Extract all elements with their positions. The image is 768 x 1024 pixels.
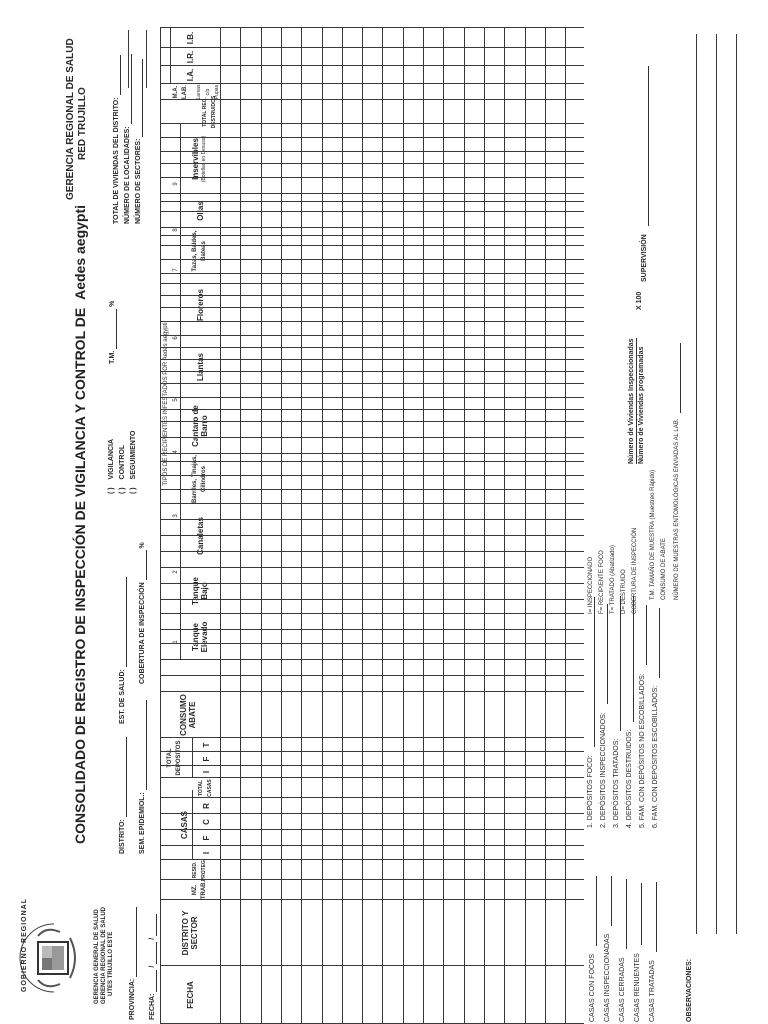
grid-column-line xyxy=(160,859,584,860)
grid-header-subline xyxy=(192,790,193,860)
provincia-field[interactable] xyxy=(128,907,137,1020)
right-blank-line-1 xyxy=(128,30,129,88)
header-tanque-bajo: Tanque Bajo xyxy=(191,577,209,605)
header-depositos-t: T xyxy=(201,742,211,748)
grid-column-line xyxy=(160,201,584,202)
tipo-number-9: 9 xyxy=(172,182,179,186)
header-ia: I.A. xyxy=(185,68,195,82)
grid-column-line xyxy=(160,845,584,846)
casas-inspeccionadas-line xyxy=(603,876,612,926)
casas-inspeccionadas-label: CASAS INSPECCIONADAS xyxy=(604,933,611,1022)
legend-inspeccionado: I= INSPECCIONADO xyxy=(588,556,594,614)
header-cantaro-barro: Cantaro de Barro xyxy=(191,405,209,447)
grid-column-line xyxy=(160,643,584,644)
header-tanque-elevado: Tanque Elevado xyxy=(191,621,209,653)
institution-title: GERENCIA REGIONAL DE SALUD xyxy=(65,38,76,200)
tm-percent: % xyxy=(109,300,116,307)
grid-row-line xyxy=(261,28,262,1024)
grid-column-line xyxy=(160,737,584,738)
option-seguimiento[interactable] xyxy=(130,431,138,494)
grid-row-line xyxy=(565,28,566,1024)
grid-column-line xyxy=(160,273,584,274)
grid-header-subline xyxy=(192,738,193,778)
grid-row-line xyxy=(403,28,404,1024)
casas-con-focos-line xyxy=(588,876,597,946)
grid-column-line xyxy=(160,193,584,194)
vigilancia-label: VIGILANCIA xyxy=(108,438,115,480)
grid-column-line xyxy=(160,383,584,384)
casas-cerradas-label: CASAS CERRADAS xyxy=(619,957,626,1022)
grid-column-line xyxy=(160,751,584,752)
grid-column-line xyxy=(160,27,584,28)
est-salud-line xyxy=(118,577,127,667)
depositos-foco-line xyxy=(586,597,595,747)
grid-column-line xyxy=(160,99,584,100)
depositos-inspeccionados-line xyxy=(599,604,608,704)
summary-left xyxy=(588,876,663,1022)
grid-column-line xyxy=(160,813,584,814)
fecha-day-line xyxy=(148,970,157,992)
legend-recipiente-foco: F= RECIPIENTE FOCO xyxy=(599,550,605,614)
summary-fam-escobillados[interactable] xyxy=(651,596,664,828)
form-title-text: CONSOLIDADO DE REGISTRO DE INSPECCIÓN DE VIGILANCIA Y CONTROL DE xyxy=(72,307,88,844)
sem-epidemiol-field[interactable] xyxy=(138,700,147,854)
numero-localidades-label: NÚMERO DE LOCALIDADES: xyxy=(124,126,131,224)
grid-row-line xyxy=(525,28,526,1024)
grid-column-line xyxy=(160,659,584,660)
grid-column-line xyxy=(160,65,584,66)
casas-renuentes-line xyxy=(633,883,642,945)
grid-column-line xyxy=(160,675,584,676)
header-inservibles-label: Inservibles xyxy=(191,138,200,180)
depositos-inspeccionados-label: 2. DEPÓSITOS INSPECCIONADOS: xyxy=(600,712,607,828)
depositos-foco-label: 1. DEPÓSITOS FOCO: xyxy=(587,755,594,828)
total-viviendas-label: TOTAL DE VIVIENDAS DEL DISTRITO: xyxy=(113,97,120,224)
grid-column-line xyxy=(160,475,584,476)
grid-column-line xyxy=(160,321,584,322)
grid-column-line xyxy=(160,235,584,236)
grid-column-line xyxy=(160,163,584,164)
grid-column-line xyxy=(160,629,584,630)
regional-government-logo xyxy=(8,897,92,1006)
summary-casas-cerradas[interactable] xyxy=(618,876,633,1022)
casas-renuentes-label: CASAS RENUENTES xyxy=(634,953,641,1022)
depositos-tratados-label: 3. DEPÓSITOS TRATADOS: xyxy=(613,738,620,828)
header-mz-trab: MZ. TRAB. xyxy=(192,880,207,900)
right-blank-line-2 xyxy=(146,30,147,88)
summary-depositos-tratados[interactable] xyxy=(612,596,625,828)
grid-column-line xyxy=(160,691,584,692)
grid-column-line xyxy=(160,397,584,398)
tm-field[interactable] xyxy=(108,301,117,364)
tm-label: T.M. xyxy=(109,350,116,364)
header-llantas: Llantas xyxy=(195,353,205,382)
tm-line xyxy=(108,309,117,349)
depositos-destruidos-label: 4. DEPÓSITOS DESTRUIDOS: xyxy=(626,729,633,828)
sem-epidemiol-line xyxy=(138,700,147,790)
header-barriles: Barriles, Tinajas, Cilindros xyxy=(192,455,207,503)
grid-column-line xyxy=(160,765,584,766)
formula-numerator: Número de Viviendas Inspeccionadas xyxy=(628,338,635,464)
fecha-separator-2: / xyxy=(149,937,156,940)
header-tazas-baldes: Tazas, Baldes, Bateas xyxy=(192,230,207,272)
grid-column-line xyxy=(160,123,584,124)
grid-column-line xyxy=(160,453,584,454)
depositos-destruidos-line xyxy=(625,596,634,722)
vigilancia-checkbox[interactable]: ( ) xyxy=(108,487,115,494)
grid-column-line xyxy=(160,371,584,372)
numero-sectores-label: NÚMERO DE SECTORES: xyxy=(135,138,142,224)
grid-column-line xyxy=(160,335,584,336)
formula-factor: X 100 xyxy=(636,291,643,310)
grid-column-line xyxy=(160,879,584,880)
casas-tratadas-label: CASAS TRATADAS xyxy=(649,960,656,1022)
grid-header-subline xyxy=(180,124,181,660)
grid-row-line xyxy=(504,28,505,1024)
tipo-number-8: 8 xyxy=(172,228,179,232)
grid-row-line xyxy=(382,28,383,1024)
grid-column-line xyxy=(160,965,584,966)
grid-column-line xyxy=(160,295,584,296)
grid-column-line xyxy=(160,829,584,830)
tipo-number-3: 3 xyxy=(172,514,179,518)
observaciones-line-2 xyxy=(716,34,717,934)
depositos-tratados-line xyxy=(612,596,621,731)
distrito-label: DISTRITO: xyxy=(119,819,126,854)
grid-column-line xyxy=(160,599,584,600)
provincia-label: PROVINCIA: xyxy=(129,978,136,1020)
grid-column-line xyxy=(160,797,584,798)
est-salud-label: EST. DE SALUD: xyxy=(119,669,126,724)
header-inservibles xyxy=(180,124,220,194)
header-casas-f: F xyxy=(201,835,211,841)
grid-column-line xyxy=(160,489,584,490)
grid-column-line xyxy=(160,503,584,504)
grid-column-line xyxy=(160,899,584,900)
grid-column-line xyxy=(160,461,584,462)
grid-column-line xyxy=(160,359,584,360)
supervision-label: SUPERVISIÓN xyxy=(641,234,648,282)
tipo-number-5: 5 xyxy=(172,398,179,402)
header-inservibles-note: (Botellas en Desuso) xyxy=(201,135,207,183)
seguimiento-checkbox[interactable]: ( ) xyxy=(130,487,137,494)
grid-row-line xyxy=(240,28,241,1024)
header-floreros: Floreros xyxy=(195,289,205,322)
summary-casas-renuentes[interactable] xyxy=(633,876,648,1022)
inspection-table xyxy=(160,0,584,1024)
grid-column-line xyxy=(160,283,584,284)
header-casas-r: R xyxy=(201,803,211,809)
supervision-field[interactable] xyxy=(640,66,649,282)
institution-subtitle: RED TRUJILLO xyxy=(77,87,88,160)
grid-column-line xyxy=(160,567,584,568)
legend-consumo-abate: CONSUMO DE ABATE xyxy=(661,538,667,600)
distrito-field[interactable] xyxy=(118,737,127,854)
header-consumo-abate: CONSUMO ABATE xyxy=(179,694,197,736)
header-ir: I.R. xyxy=(185,50,195,64)
grid-column-line xyxy=(160,151,584,152)
logo-caption-1: GERENCIA GENERAL DE SALUD xyxy=(94,909,100,1004)
seguimiento-label: SEGUIMIENTO xyxy=(130,430,137,480)
grid-row-line xyxy=(301,28,302,1024)
grid-column-line xyxy=(160,437,584,438)
grid-row-line xyxy=(464,28,465,1024)
header-total-depositos: TOTAL DEPOSITOS xyxy=(167,740,182,776)
grid-column-line xyxy=(160,519,584,520)
option-vigilancia[interactable] xyxy=(108,439,116,494)
grid-row-line xyxy=(545,28,546,1024)
tipo-number-6: 6 xyxy=(172,336,179,340)
observaciones-label: OBSERVACIONES: xyxy=(686,958,693,1022)
logo-caption-2: GERENCIA REGIONAL DE SALUD xyxy=(101,906,107,1004)
summary-depositos-destruidos[interactable] xyxy=(625,596,638,828)
grid-row-line xyxy=(220,28,221,1024)
fecha-label: FECHA: xyxy=(149,993,156,1020)
legend-destruido: D= DESTRUIDO xyxy=(621,569,627,614)
grid-header-subline xyxy=(170,28,171,84)
header-casas: CASAS xyxy=(179,811,189,840)
fam-no-escobillados-line xyxy=(638,605,647,665)
grid-column-line xyxy=(160,307,584,308)
cobertura-label: COBERTURA DE INSPECCIÓN xyxy=(139,582,146,684)
total-viviendas-field[interactable] xyxy=(112,56,121,225)
grid-column-line xyxy=(160,177,584,178)
fecha-year-line xyxy=(148,914,157,936)
grid-row-line xyxy=(423,28,424,1024)
summary-middle xyxy=(586,596,664,828)
header-fecha: FECHA xyxy=(185,981,195,1009)
legend xyxy=(588,528,643,614)
header-depositos-i: I xyxy=(201,770,211,774)
header-ib: I.B. xyxy=(185,31,195,45)
logo-arc-text: GOBIERNO REGIONAL xyxy=(21,897,28,992)
legend-muestras-field[interactable] xyxy=(672,343,681,600)
grid-row-line xyxy=(362,28,363,1024)
species-name: Aedes aegypti xyxy=(72,204,88,300)
grid-column-line xyxy=(160,347,584,348)
summary-fam-no-escobillados[interactable] xyxy=(638,596,651,828)
header-ollas: Ollas xyxy=(195,201,205,221)
grid-column-line xyxy=(160,535,584,536)
muestras-line xyxy=(672,343,681,413)
tipo-number-4: 4 xyxy=(172,450,179,454)
grid-column-line xyxy=(160,245,584,246)
tipo-number-1: 1 xyxy=(172,640,179,644)
form-title xyxy=(72,205,88,844)
summary-depositos-inspeccionados[interactable] xyxy=(599,596,612,828)
fam-escobillados-line xyxy=(651,608,660,678)
legend-tm: T.M. TAMAÑO DE MUESTRA (Muestreo Rápido) xyxy=(650,469,656,600)
cobertura-percent: % xyxy=(139,542,146,549)
header-total-rec-destruidos: TOTAL REC. DESTRUIDOS xyxy=(202,95,217,129)
grid-row-line xyxy=(484,28,485,1024)
header-casas-i: I xyxy=(201,851,211,855)
grid-column-line xyxy=(160,137,584,138)
grid-row-line xyxy=(443,28,444,1024)
grid-column-line xyxy=(160,421,584,422)
legend-tratado: T= TRATADO (Abatizado) xyxy=(610,545,616,614)
header-larvas-pupas: Larvas c/p Pupas xyxy=(195,84,220,100)
fecha-month-line xyxy=(148,942,157,964)
header-ma-lab: M.A. LAB. xyxy=(173,85,188,99)
grid-row-line xyxy=(281,28,282,1024)
summary-casas-con-focos[interactable] xyxy=(588,876,603,1022)
grid-top-line xyxy=(160,28,161,1024)
legend-muestras: NÚMERO DE MUESTRAS ENTOMOLÓGICAS ENVIADAS AL LAB. xyxy=(674,418,680,600)
legend-cobertura: COBERTURA DE INSPECCIÓN xyxy=(632,527,638,614)
fam-escobillados-label: 6. FAM. CON DEPÓSITOS ESCOBILLADOS: xyxy=(652,685,659,828)
option-control[interactable] xyxy=(119,445,127,494)
numero-sectores-field[interactable] xyxy=(134,59,143,224)
sem-epidemiol-label: SEM. EPIDEMIOL.: xyxy=(139,792,146,854)
header-casas-c: C xyxy=(201,819,211,825)
casas-tratadas-line xyxy=(648,882,657,952)
cobertura-line xyxy=(138,550,147,580)
grid-row-line xyxy=(342,28,343,1024)
grid-column-line xyxy=(160,83,584,84)
est-salud-field[interactable] xyxy=(118,577,127,724)
header-total-casas: TOTAL CASAS xyxy=(198,779,213,797)
grid-column-line xyxy=(160,583,584,584)
logo-caption-3: UTES TRUJILLO ESTE xyxy=(108,931,114,996)
observaciones-line-3 xyxy=(736,34,737,934)
control-checkbox[interactable]: ( ) xyxy=(119,487,126,494)
cobertura-formula xyxy=(628,338,645,464)
fecha-field[interactable] xyxy=(148,914,157,1020)
grid-column-line xyxy=(160,47,584,48)
header-resid-proteg: RESID. PROTEG. xyxy=(192,858,207,882)
tipo-number-2: 2 xyxy=(172,570,179,574)
numero-sectores-line xyxy=(134,59,143,137)
summary-depositos-foco[interactable] xyxy=(586,596,599,828)
control-label: CONTROL xyxy=(119,444,126,480)
total-viviendas-line xyxy=(112,56,121,96)
formula-denominator: Número de Viviendas programadas xyxy=(638,346,645,464)
grid-column-line xyxy=(160,613,584,614)
casas-cerradas-line xyxy=(618,879,627,949)
grid-column-line xyxy=(160,409,584,410)
grid-column-line xyxy=(160,227,584,228)
header-tipos-recipientes: TIPOS DE RECIPIENTES INFESTADOS POR Aedes aegypti xyxy=(162,322,169,486)
header-distrito-sector: DISTRITO Y SECTOR xyxy=(181,910,199,956)
header-canaletas: Canaletas xyxy=(195,517,205,555)
grid-column-line xyxy=(160,259,584,260)
observaciones-line-1 xyxy=(696,34,697,934)
summary-casas-inspeccionadas[interactable] xyxy=(603,876,618,1022)
distrito-line xyxy=(118,737,127,817)
grid-column-line xyxy=(160,777,584,778)
fam-no-escobillados-label: 5. FAM. CON DEPÓSITOS NO ESCOBILLADOS: xyxy=(639,673,646,828)
tipo-number-7: 7 xyxy=(172,268,179,272)
summary-casas-tratadas[interactable] xyxy=(648,876,663,1022)
provincia-line xyxy=(128,907,137,977)
grid-row-line xyxy=(322,28,323,1024)
casas-con-focos-label: CASAS CON FOCOS xyxy=(589,953,596,1022)
fecha-separator-1: / xyxy=(149,965,156,968)
supervision-line xyxy=(640,66,649,226)
grid-column-line xyxy=(160,211,584,212)
header-depositos-f: F xyxy=(201,756,211,762)
cobertura-field[interactable] xyxy=(138,542,147,684)
grid-column-line xyxy=(160,551,584,552)
